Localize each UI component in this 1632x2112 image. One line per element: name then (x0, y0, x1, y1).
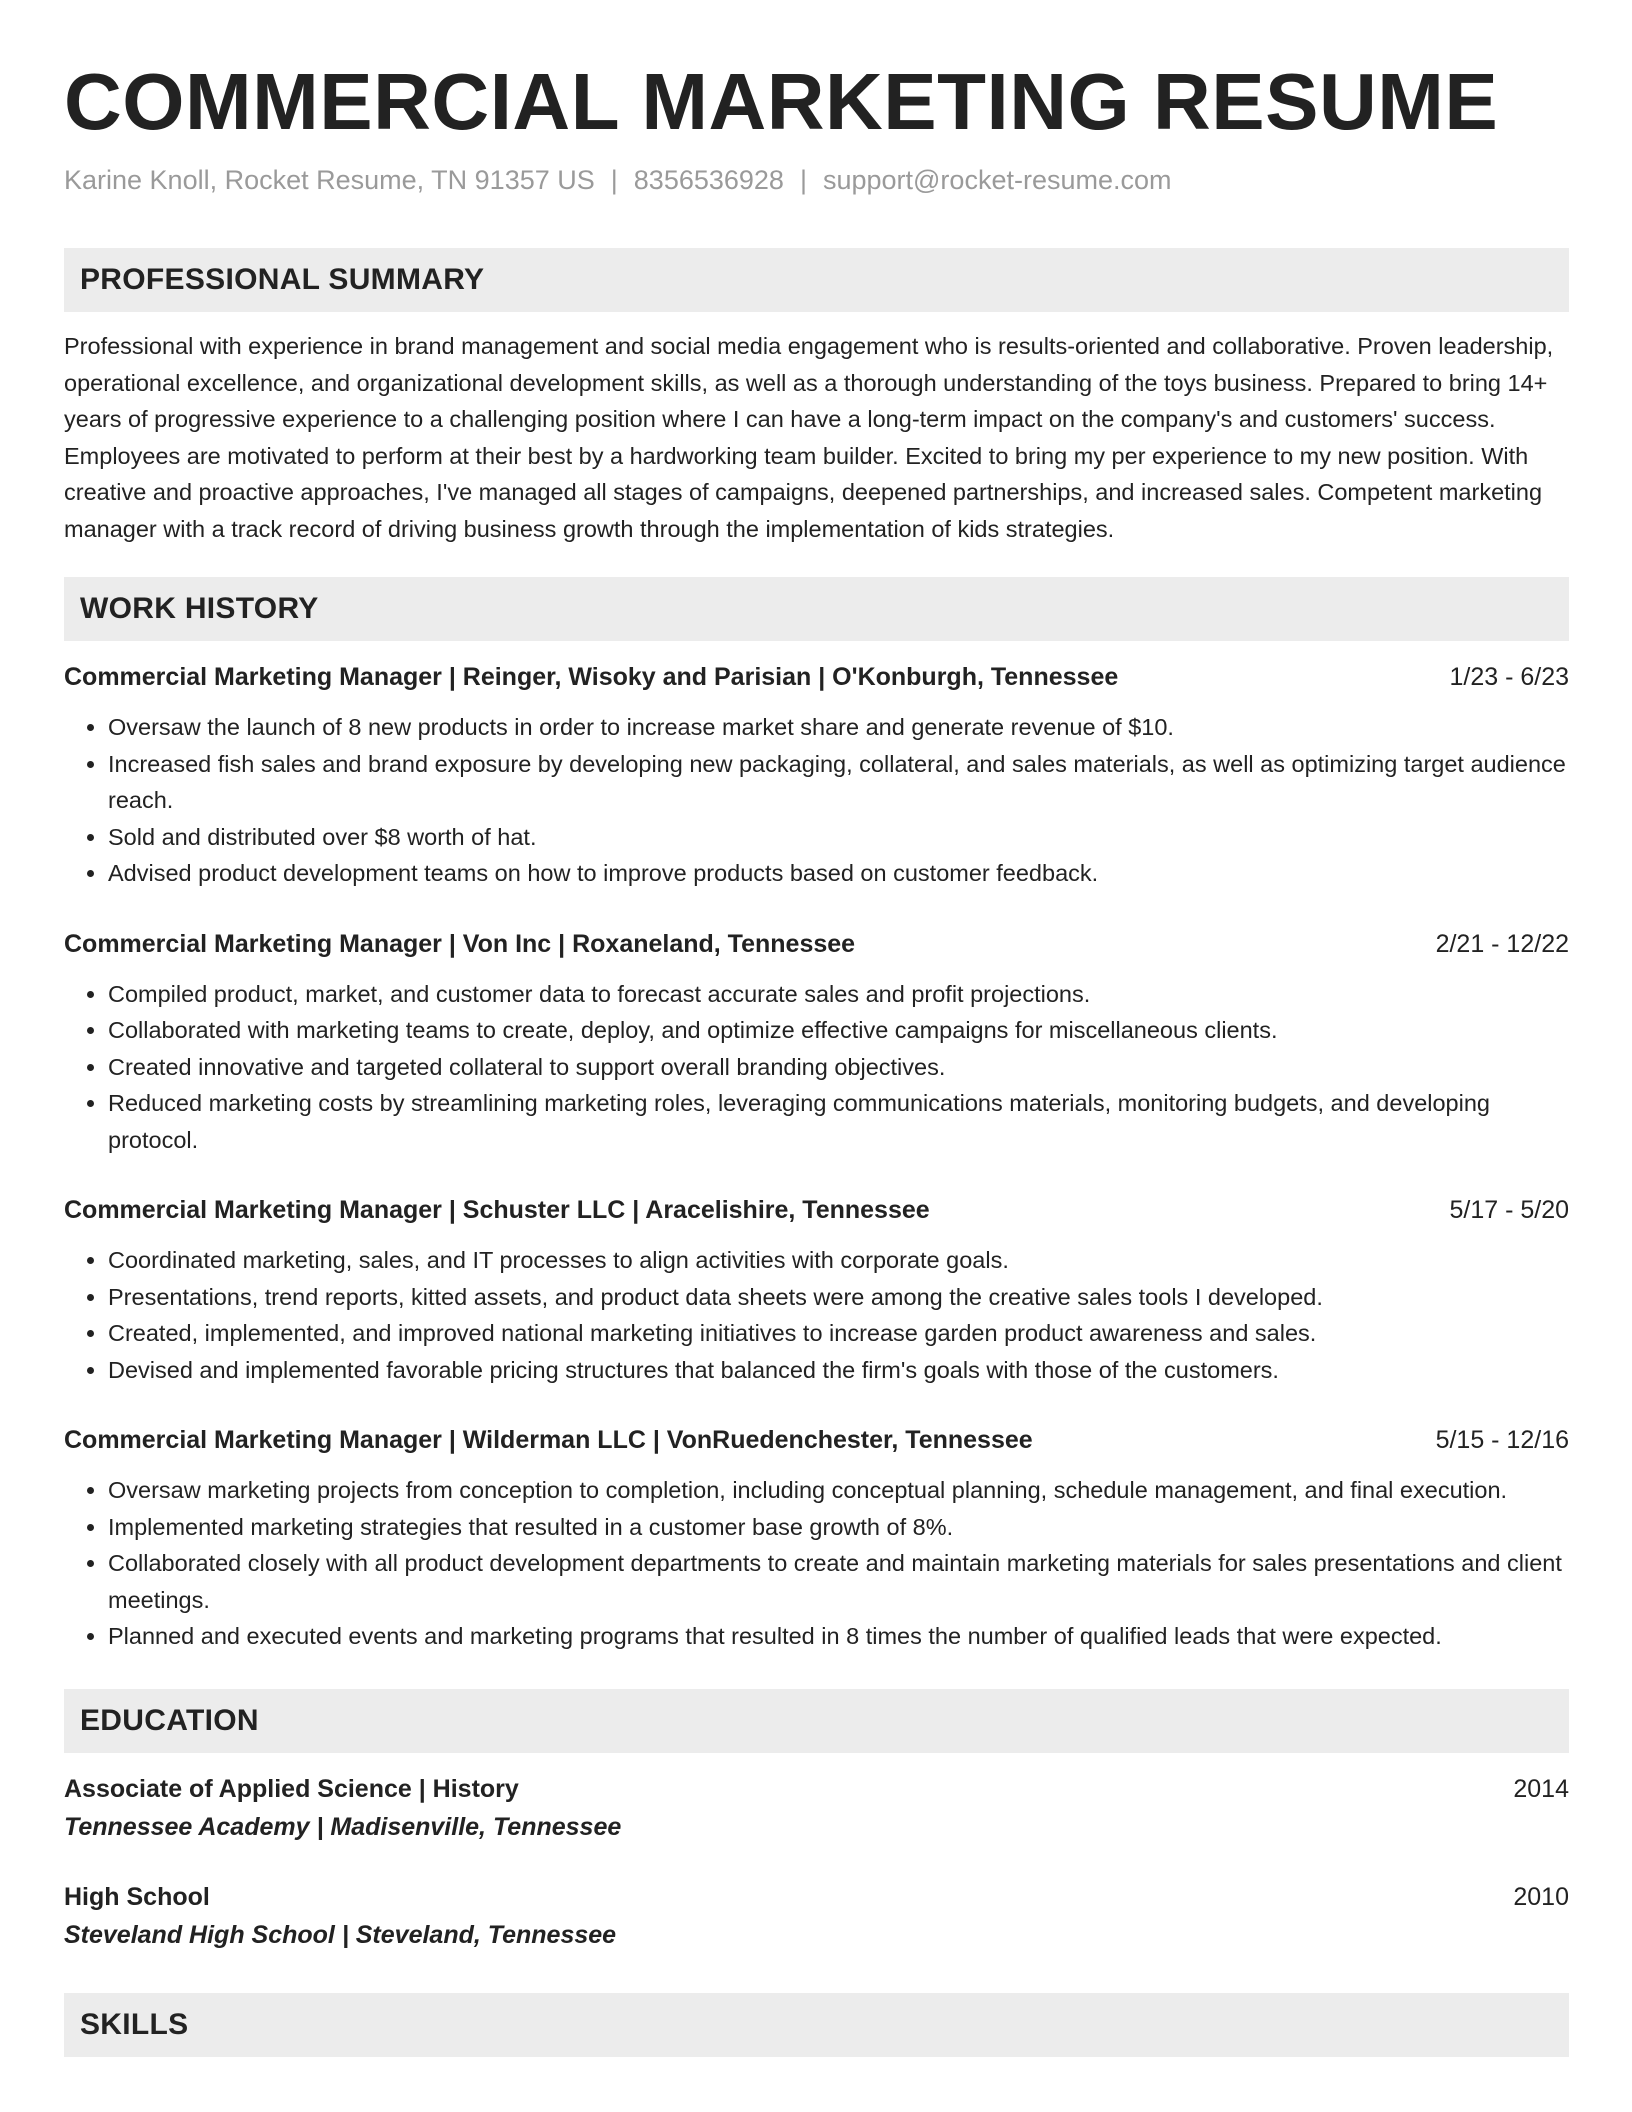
job-dates: 5/17 - 5/20 (1449, 1196, 1569, 1224)
job-header (64, 1192, 1569, 1228)
section-heading-summary: PROFESSIONAL SUMMARY (64, 248, 1569, 312)
section-heading-work-history: WORK HISTORY (64, 577, 1569, 641)
job-bullet: • Compiled product, market, and customer data to forecast accurate sales and profit projections. (108, 976, 1569, 1013)
education-school: Tennessee Academy | Madisenville, Tennessee (64, 1812, 622, 1841)
job-title: Commercial Marketing Manager | Reinger, Wisoky and Parisian | O'Konburgh, Tennessee (64, 663, 1119, 691)
education-year: 2010 (1513, 1882, 1569, 1911)
job-bullet: • Devised and implemented favorable pricing structures that balanced the firm's goals with those of the customers. (108, 1352, 1569, 1389)
resume-title: COMMERCIAL MARKETING RESUME (64, 57, 1499, 146)
job-bullets (64, 976, 1569, 1159)
job-dates: 1/23 - 6/23 (1449, 663, 1569, 691)
job-bullet: • Implemented marketing strategies that resulted in a customer base growth of 8%. (108, 1509, 1569, 1546)
job-bullet: • Presentations, trend reports, kitted assets, and product data sheets were among the creative sales tools I developed. (108, 1279, 1569, 1316)
job-dates: 5/15 - 12/16 (1435, 1426, 1569, 1454)
contact-email: support@rocket-resume.com (822, 165, 1172, 195)
contact-separator: | (610, 165, 618, 195)
contact-line (64, 162, 1569, 198)
job-bullet: • Collaborated with marketing teams to create, deploy, and optimize effective campaigns for miscellaneous clients. (108, 1012, 1569, 1049)
education-entry (64, 1879, 1569, 1955)
job-entry (64, 659, 1569, 892)
education-degree: High School (64, 1882, 210, 1911)
job-bullet: • Oversaw the launch of 8 new products in order to increase market share and generate revenue of $10. (108, 709, 1569, 746)
job-bullet: • Reduced marketing costs by streamlining marketing roles, leveraging communications materials, monitoring budgets, and developing protocol. (108, 1085, 1569, 1158)
job-bullet: • Collaborated closely with all product development departments to create and maintain marketing materials for sales presentations and client meetings. (108, 1545, 1569, 1618)
job-title: Commercial Marketing Manager | Von Inc | Roxaneland, Tennessee (64, 929, 856, 958)
job-bullet: • Created innovative and targeted collateral to support overall branding objectives. (108, 1049, 1569, 1086)
education-entry (64, 1771, 1569, 1847)
contact-phone: 8356536928 (633, 165, 784, 195)
job-entry (64, 926, 1569, 1159)
job-bullet: • Sold and distributed over $8 worth of hat. (108, 819, 1569, 856)
job-bullet: • Oversaw marketing projects from conception to completion, including conceptual planning, schedule management, and final execution. (108, 1472, 1569, 1509)
job-bullet: • Created, implemented, and improved national marketing initiatives to increase garden product awareness and sales. (108, 1315, 1569, 1352)
job-bullets (64, 1242, 1569, 1388)
education-school: Steveland High School | Steveland, Tennessee (64, 1920, 617, 1949)
section-heading-skills: SKILLS (64, 1993, 1569, 2057)
education-header (64, 1879, 1569, 1915)
job-title: Commercial Marketing Manager | Schuster LLC | Aracelishire, Tennessee (64, 1196, 930, 1224)
summary-text: Professional with experience in brand management and social media engagement who is results-oriented and collaborative. Proven leadership, operational excellence, and organizational development skills, as well as a thorough understanding of the toys business. Prepared to bring 14+ years of progressive experience to a challenging position where I can have a long-term impact on the company's and customers' success. Employees are motivated to perform at their best by a hardworking team builder. Excited to bring my per experience to my new position. With creative and proactive approaches, I've managed all stages of campaigns, deepened partnerships, and increased sales. Competent marketing manager with a track record of driving business growth through the implementation of kids strategies. (64, 333, 1554, 542)
education-degree: Associate of Applied Science | History (64, 1774, 519, 1803)
job-header (64, 926, 1569, 962)
job-bullets (64, 709, 1569, 892)
job-bullet: • Advised product development teams on how to improve products based on customer feedback. (108, 855, 1569, 892)
job-header (64, 1422, 1569, 1458)
job-entry (64, 1192, 1569, 1388)
education-year: 2014 (1513, 1774, 1569, 1803)
job-bullets (64, 1472, 1569, 1655)
contact-address: Karine Knoll, Rocket Resume, TN 91357 US (64, 165, 595, 195)
job-bullet: • Coordinated marketing, sales, and IT processes to align activities with corporate goals. (108, 1242, 1569, 1279)
job-bullet: • Planned and executed events and marketing programs that resulted in 8 times the number of qualified leads that were expected. (108, 1618, 1569, 1655)
job-header (64, 659, 1569, 695)
education-header (64, 1771, 1569, 1807)
job-entry (64, 1422, 1569, 1655)
job-title: Commercial Marketing Manager | Wilderman LLC | VonRuedenchester, Tennessee (64, 1426, 1033, 1454)
job-dates: 2/21 - 12/22 (1435, 929, 1569, 958)
job-bullet: • Increased fish sales and brand exposure by developing new packaging, collateral, and sales materials, as well as optimizing target audience reach. (108, 746, 1569, 819)
contact-separator: | (799, 165, 807, 195)
section-heading-education: EDUCATION (64, 1689, 1569, 1753)
